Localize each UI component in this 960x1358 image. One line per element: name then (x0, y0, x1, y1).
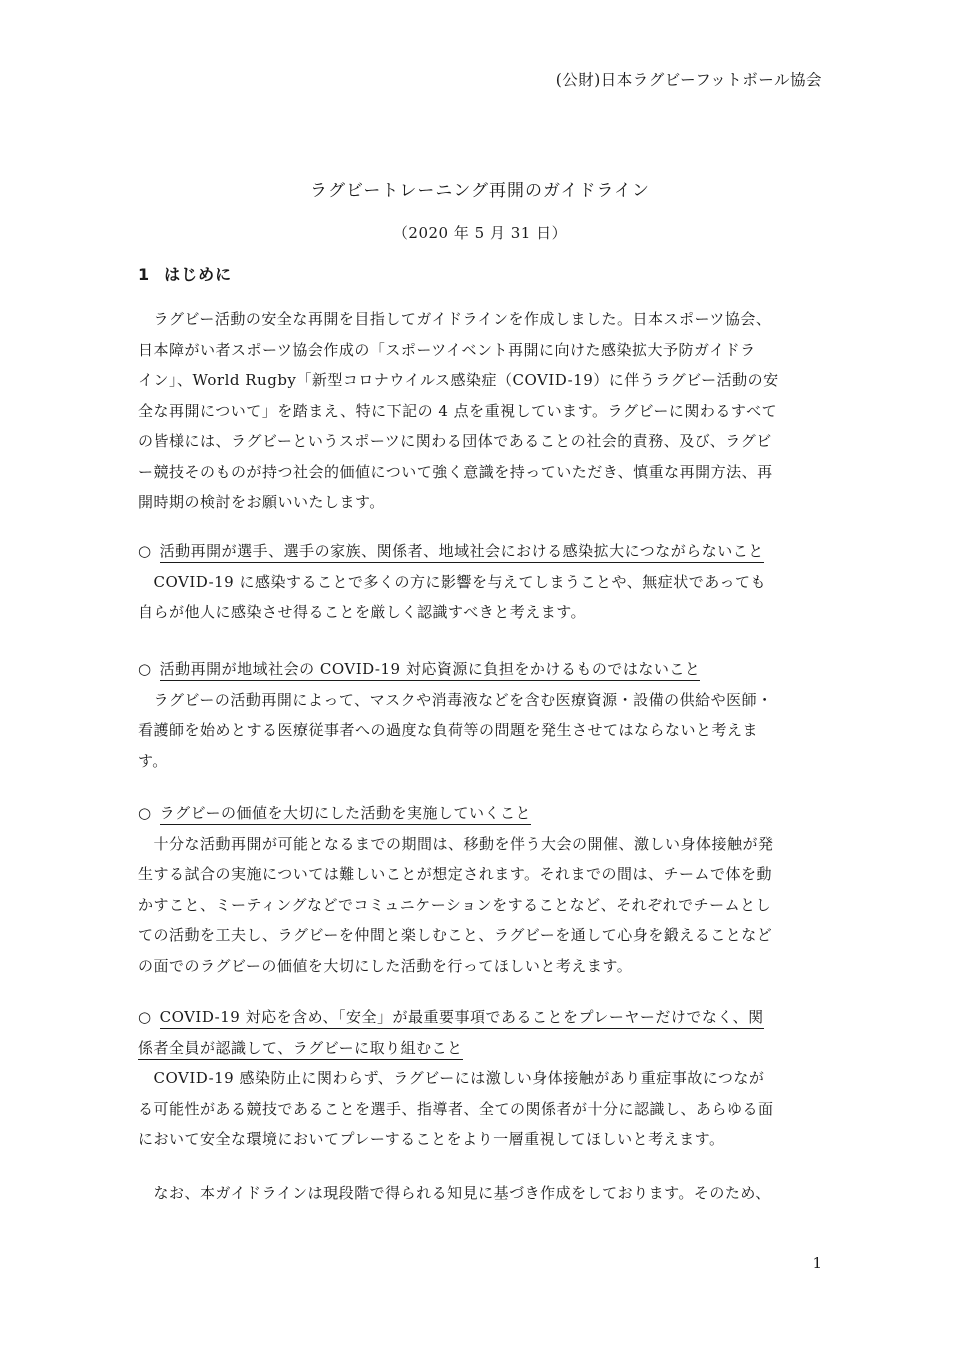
paragraph-line: 全な再開について」を踏まえ、特に下記の 4 点を重視しています。ラグビーに関わるすべて (138, 401, 778, 420)
point-title (138, 654, 824, 685)
section-title: はじめに (164, 265, 233, 284)
document-title: ラグビートレーニング再開のガイドライン (310, 181, 650, 201)
paragraph-line: COVID-19 に感染することで多くの方に影響を与えてしまうことや、無症状であっても (138, 572, 767, 591)
paragraph-line: なお、本ガイドラインは現段階で得られる知見に基づき作成をしております。そのため、 (138, 1184, 771, 1202)
paragraph-line: 看護師を始めとする医療従事者への過度な負荷等の問題を発生させてはならないと考えま (138, 721, 759, 739)
paragraph-line: 開時期の検討をお願いいたします。 (138, 493, 385, 511)
point-item (138, 536, 824, 628)
organization-name: (公財)日本ラグビーフットボール協会 (555, 71, 822, 89)
point-title-text: COVID-19 対応を含め、「安全」が最重要事項であることをプレーヤーだけでなく、関 (160, 1006, 764, 1029)
closing-paragraph (138, 1178, 824, 1209)
paragraph-line: す。 (138, 751, 168, 770)
point-title-text: 活動再開が選手、選手の家族、関係者、地域社会における感染拡大につながらないこと (160, 540, 764, 563)
section-heading (138, 262, 232, 285)
page-number: 1 (812, 1254, 822, 1272)
document-date: （2020 年 5 月 31 日） (392, 224, 568, 242)
point-item (138, 798, 824, 981)
paragraph-line: かすこと、ミーティングなどでコミュニケーションをすることなど、それぞれでチームとし (138, 895, 772, 914)
point-title-text: 活動再開が地域社会の COVID-19 対応資源に負担をかけるものではないこと (160, 658, 701, 681)
paragraph-line: 十分な活動再開が可能となるまでの期間は、移動を伴う大会の開催、激しい身体接触が発 (138, 834, 774, 853)
paragraph-line: ラグビー活動の安全な再開を目指してガイドラインを作成しました。日本スポーツ協会、 (138, 310, 772, 328)
paragraph-line: COVID-19 感染防止に関わらず、ラグビーには激しい身体接触があり重症事故につなが (138, 1069, 765, 1087)
paragraph-line: 生する試合の実施については難しいことが想定されます。それまでの間は、チームで体を動 (138, 865, 773, 883)
section-number: 1 (138, 265, 151, 284)
point-title (138, 536, 824, 567)
paragraph-line: 自らが他人に感染させ得ることを厳しく認識すべきと考えます。 (138, 603, 587, 621)
paragraph-line: の皆様には、ラグビーというスポーツに関わる団体であることの社会的責務、及び、ラグビ (138, 432, 772, 450)
point-title (138, 1033, 824, 1064)
paragraph-line: イン」、World Rugby「新型コロナウイルス感染症（COVID-19）に伴うラグビー活動の安 (138, 371, 779, 389)
paragraph-line: ラグビーの活動再開によって、マスクや消毒液などを含む医療資源・設備の供給や医師・ (138, 690, 773, 709)
paragraph-line: において安全な環境においてプレーすることをより一層重視してほしいと考えます。 (138, 1130, 725, 1148)
point-item (138, 654, 824, 776)
point-title-text: 係者全員が認識して、ラグビーに取り組むこと (138, 1037, 463, 1060)
paragraph-line: ー競技そのものが持つ社会的価値について強く意識を持っていただき、慎重な再開方法、再 (138, 462, 773, 481)
paragraph-line: の面でのラグビーの価値を大切にした活動を行ってほしいと考えます。 (138, 956, 633, 975)
circle-bullet: ○ (138, 804, 152, 822)
point-title-text: ラグビーの価値を大切にした活動を実施していくこと (160, 802, 531, 825)
paragraph-line: ての活動を工夫し、ラグビーを仲間と楽しむこと、ラグビーを通して心身を鍛えることなど (138, 926, 773, 944)
point-title (138, 1002, 824, 1033)
circle-bullet: ○ (138, 542, 152, 560)
circle-bullet: ○ (138, 1008, 152, 1026)
intro-paragraph (138, 304, 824, 518)
paragraph-line: る可能性がある競技であることを選手、指導者、全ての関係者が十分に認識し、あらゆる面 (138, 1099, 774, 1118)
point-title (138, 798, 824, 829)
point-item (138, 1002, 824, 1155)
circle-bullet: ○ (138, 660, 152, 678)
paragraph-line: 日本障がい者スポーツ協会作成の「スポーツイベント再開に向けた感染拡大予防ガイドラ (138, 340, 756, 359)
